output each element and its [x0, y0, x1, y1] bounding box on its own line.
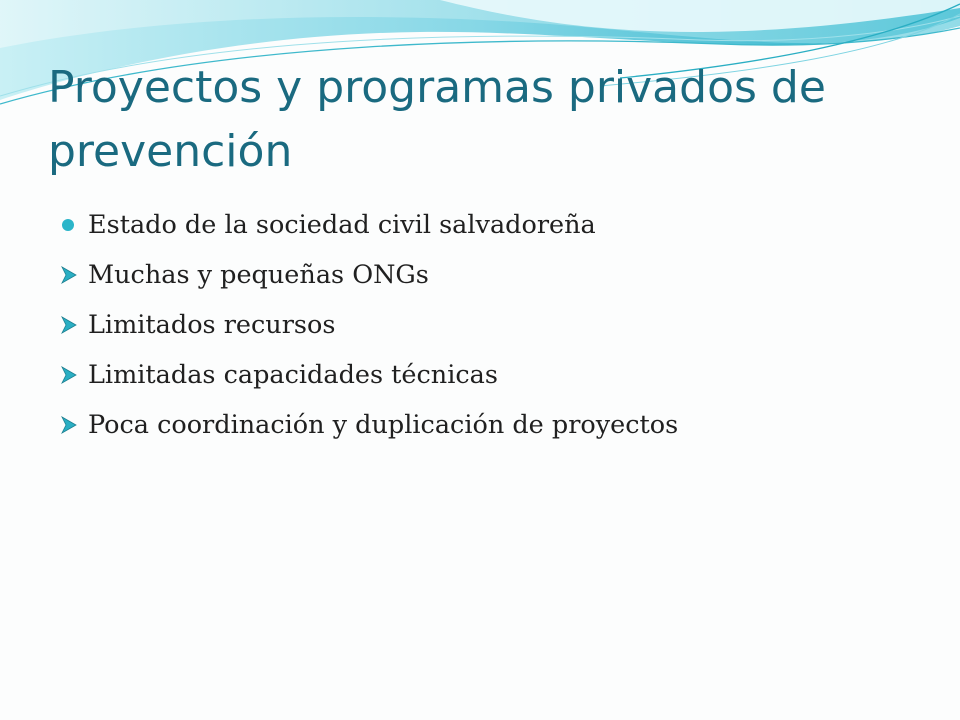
bullet-dot-icon: [62, 219, 74, 231]
bullet-text: Estado de la sociedad civil salvadoreña: [88, 210, 596, 240]
bullet-text: Limitados recursos: [88, 310, 336, 340]
bullet-item: [60, 307, 920, 357]
arrow-bullet-icon: [60, 366, 78, 384]
bullet-list: [60, 207, 920, 457]
arrow-bullet-icon: [60, 416, 78, 434]
bullet-text: Muchas y pequeñas ONGs: [88, 260, 429, 290]
bullet-item: [60, 407, 920, 457]
bullet-text: Limitadas capacidades técnicas: [88, 360, 498, 390]
bullet-text: Poca coordinación y duplicación de proyectos: [88, 410, 679, 440]
bullet-item: [60, 207, 920, 257]
arrow-bullet-icon: [60, 266, 78, 284]
bullet-item: [60, 257, 920, 307]
bullet-item: [60, 357, 920, 407]
slide-title: Proyectos y programas privados de prevención: [48, 62, 826, 177]
arrow-bullet-icon: [60, 316, 78, 334]
